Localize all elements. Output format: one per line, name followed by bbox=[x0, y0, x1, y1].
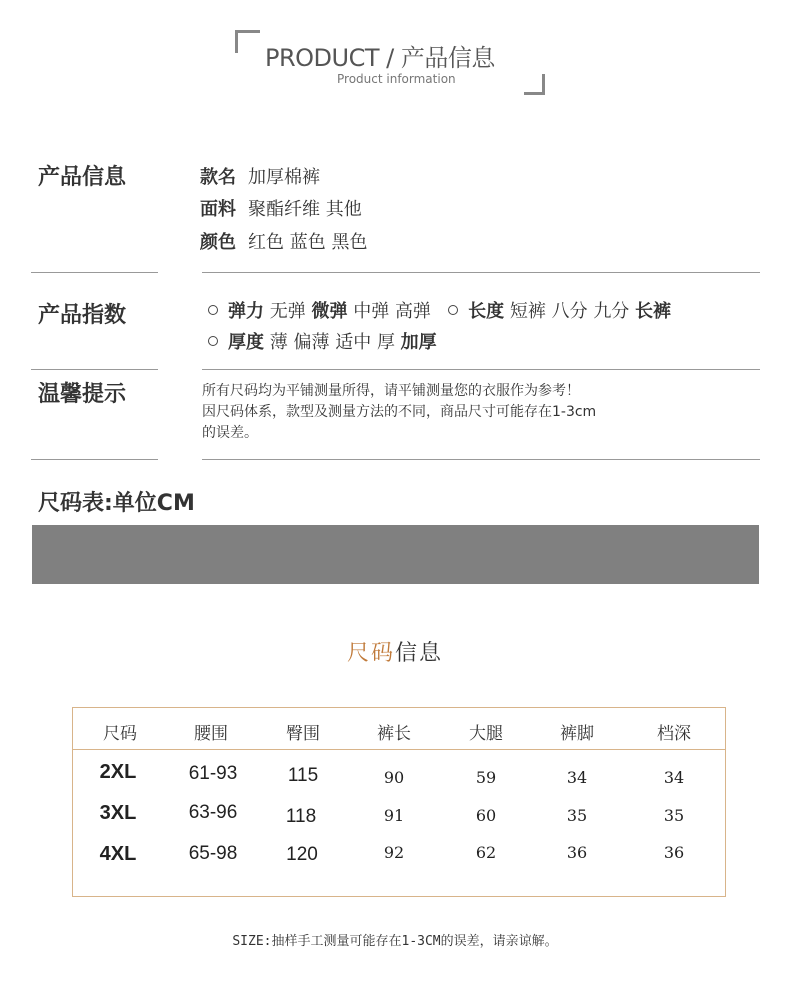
tips-text bbox=[202, 381, 682, 444]
table-header-cell: 裤长 bbox=[377, 724, 411, 744]
table-header-cell: 臀围 bbox=[286, 724, 320, 744]
divider-right bbox=[202, 369, 760, 370]
section-label-tips: 温馨提示 bbox=[38, 382, 127, 407]
divider-left bbox=[31, 272, 158, 273]
table-cell: 35 bbox=[663, 806, 685, 825]
table-cell: 63-96 bbox=[188, 802, 238, 823]
section-label-product-index: 产品指数 bbox=[38, 303, 127, 328]
tip-line: 因尺码体系，款型及测量方法的不同，商品尺寸可能存在1-3cm bbox=[202, 404, 597, 420]
table-cell: 115 bbox=[287, 765, 319, 786]
table-cell: 59 bbox=[475, 768, 497, 787]
index-key: 厚度 bbox=[228, 332, 264, 353]
info-row-fabric bbox=[200, 195, 362, 221]
header-title: PRODUCT / 产品信息 bbox=[265, 44, 495, 72]
header-subtitle: Product information bbox=[337, 72, 456, 86]
size-table-header-line bbox=[73, 749, 725, 750]
index-option: 厚 bbox=[376, 332, 395, 353]
table-cell: 91 bbox=[383, 806, 405, 825]
header-corner-bottom-right bbox=[524, 74, 545, 95]
size-chart-title: 尺码表:单位CM bbox=[38, 491, 195, 516]
index-option: 短裤 bbox=[509, 301, 546, 322]
index-row-elasticity-length bbox=[208, 297, 671, 323]
info-value: 聚酯纤维 其他 bbox=[248, 199, 362, 220]
index-option-selected: 长裤 bbox=[635, 301, 672, 322]
bullet-icon bbox=[208, 305, 218, 315]
tip-line: 的误差。 bbox=[202, 425, 258, 441]
table-header-cell: 档深 bbox=[657, 724, 691, 744]
index-option: 偏薄 bbox=[293, 332, 330, 353]
size-info-title bbox=[0, 636, 790, 667]
table-header-cell: 尺码 bbox=[103, 724, 137, 744]
table-cell: 34 bbox=[566, 768, 588, 787]
info-value: 加厚棉裤 bbox=[248, 167, 320, 188]
table-cell: 61-93 bbox=[188, 763, 238, 784]
index-option: 薄 bbox=[269, 332, 288, 353]
info-key: 款名 bbox=[200, 167, 236, 188]
table-header-cell: 裤脚 bbox=[560, 724, 594, 744]
table-cell: 62 bbox=[475, 843, 497, 862]
table-cell: 35 bbox=[566, 806, 588, 825]
info-key: 面料 bbox=[200, 199, 236, 220]
index-key: 长度 bbox=[468, 301, 505, 322]
index-option: 九分 bbox=[593, 301, 630, 322]
table-cell: 90 bbox=[383, 768, 405, 787]
table-cell-size: 3XL bbox=[99, 802, 137, 824]
index-option: 无弹 bbox=[269, 301, 306, 322]
table-cell: 118 bbox=[285, 806, 317, 827]
section-label-product-info: 产品信息 bbox=[38, 165, 127, 190]
table-cell-size: 4XL bbox=[99, 843, 137, 865]
image-placeholder-bar bbox=[32, 525, 759, 584]
index-option: 八分 bbox=[551, 301, 588, 322]
size-info-title-rest: 信息 bbox=[395, 641, 444, 666]
size-note: SIZE:抽样手工测量可能存在1-3CM的误差，请亲谅解。 bbox=[232, 934, 558, 949]
table-cell: 65-98 bbox=[188, 843, 238, 864]
table-cell: 34 bbox=[663, 768, 685, 787]
table-header-cell: 大腿 bbox=[469, 724, 503, 744]
bullet-icon bbox=[208, 336, 218, 346]
index-option: 适中 bbox=[335, 332, 372, 353]
table-header-cell: 腰围 bbox=[194, 724, 228, 744]
index-option-selected: 微弹 bbox=[311, 301, 348, 322]
header-corner-top-left bbox=[235, 30, 260, 53]
info-row-color bbox=[200, 228, 367, 254]
divider-left bbox=[31, 369, 158, 370]
table-cell: 36 bbox=[566, 843, 588, 862]
index-option: 高弹 bbox=[394, 301, 431, 322]
table-cell: 92 bbox=[383, 843, 405, 862]
info-key: 颜色 bbox=[200, 232, 236, 253]
info-value: 红色 蓝色 黑色 bbox=[248, 232, 368, 253]
table-cell: 60 bbox=[475, 806, 497, 825]
table-cell-size: 2XL bbox=[99, 761, 137, 783]
divider-right bbox=[202, 272, 760, 273]
index-option: 中弹 bbox=[353, 301, 390, 322]
index-row-thickness bbox=[208, 328, 437, 354]
info-row-name bbox=[200, 163, 320, 189]
bullet-icon bbox=[448, 305, 458, 315]
size-info-title-accent: 尺码 bbox=[346, 641, 395, 666]
tip-line: 所有尺码均为平铺测量所得，请平铺测量您的衣服作为参考！ bbox=[202, 383, 580, 399]
divider-left bbox=[31, 459, 158, 460]
index-key: 弹力 bbox=[228, 301, 264, 322]
table-cell: 120 bbox=[286, 844, 318, 865]
index-option-selected: 加厚 bbox=[400, 332, 437, 353]
table-cell: 36 bbox=[663, 843, 685, 862]
divider-right bbox=[202, 459, 760, 460]
